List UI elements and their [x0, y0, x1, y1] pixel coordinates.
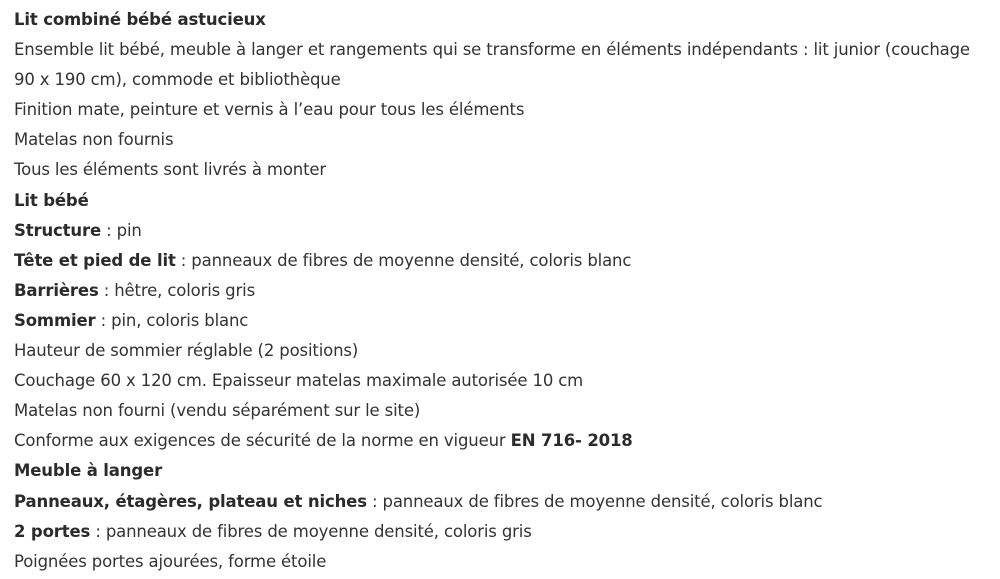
- spec-label: Tête et pied de lit: [14, 250, 176, 270]
- spec-value: : pin, coloris blanc: [95, 310, 249, 330]
- spec-panneaux: [14, 487, 994, 517]
- spec-label: Sommier: [14, 310, 96, 330]
- product-description: [14, 5, 994, 577]
- spec-poignees: Poignées portes ajourées, forme étoile: [14, 551, 327, 571]
- intro-line-1: Ensemble lit bébé, meuble à langer et rangements qui se transforme en éléments indépendants : lit junior (couchage 90 x 190 cm), commode et bibliothèque: [14, 40, 970, 90]
- spec-value: : panneaux de fibres de moyenne densité, coloris blanc: [175, 250, 632, 270]
- spec-value: : hêtre, coloris gris: [98, 280, 256, 300]
- product-title: Lit combiné bébé astucieux: [14, 10, 266, 29]
- intro-line-3: Matelas non fournis: [14, 130, 174, 150]
- spec-portes: [14, 517, 994, 547]
- spec-value: : panneaux de fibres de moyenne densité, coloris blanc: [366, 491, 823, 511]
- norme-text: Conforme aux exigences de sécurité de la norme en vigueur: [14, 431, 511, 451]
- spec-couchage: Couchage 60 x 120 cm. Epaisseur matelas maximale autorisée 10 cm: [14, 371, 584, 391]
- spec-value: : panneaux de fibres de moyenne densité, coloris gris: [90, 521, 532, 541]
- spec-label: 2 portes: [14, 521, 91, 541]
- spec-label: Panneaux, étagères, plateau et niches: [14, 491, 367, 511]
- spec-label: Barrières: [14, 280, 99, 300]
- spec-value: : pin: [101, 220, 142, 240]
- intro-line-2: Finition mate, peinture et vernis à l’eau pour tous les éléments: [14, 100, 525, 120]
- section-heading-meuble: Meuble à langer: [14, 461, 163, 481]
- spec-tete-pied: [14, 246, 994, 276]
- spec-structure: [14, 216, 994, 246]
- spec-sommier: [14, 306, 994, 336]
- spec-barrieres: [14, 276, 994, 306]
- intro-line-4: Tous les éléments sont livrés à monter: [14, 160, 327, 180]
- spec-label: Structure: [14, 220, 102, 240]
- spec-norme: [14, 426, 994, 456]
- spec-hauteur: Hauteur de sommier réglable (2 positions): [14, 341, 359, 361]
- section-heading-lit-bebe: Lit bébé: [14, 190, 89, 210]
- spec-matelas: Matelas non fourni (vendu séparément sur le site): [14, 401, 421, 421]
- norme-code: EN 716- 2018: [510, 431, 633, 451]
